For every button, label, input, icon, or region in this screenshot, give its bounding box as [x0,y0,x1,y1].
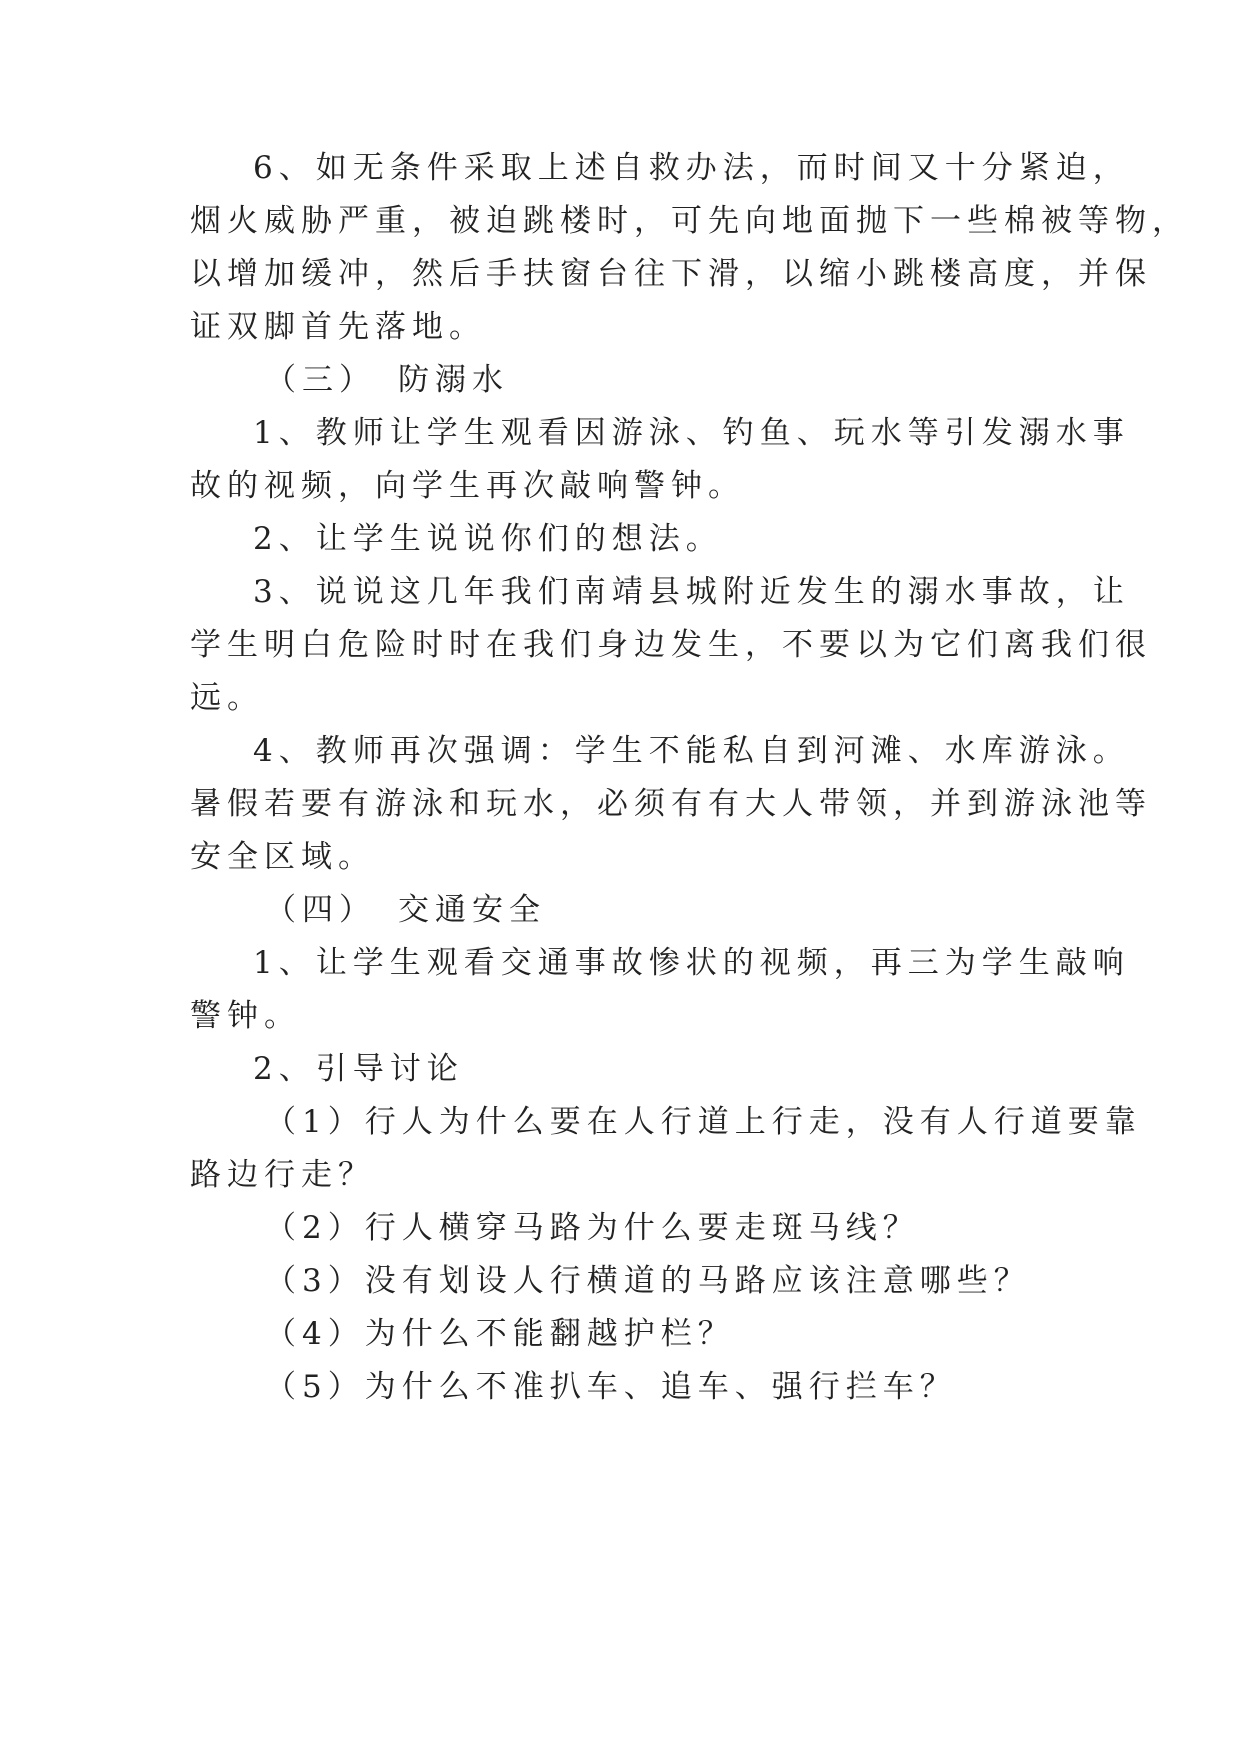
section-title: 防溺水 [398,362,509,398]
paragraph-line: 以增加缓冲，然后手扶窗台往下滑，以缩小跳楼高度，并保 [190,256,1152,292]
list-item: （5）为什么不准扒车、追车、强行拦车？ [265,1369,957,1405]
list-item: （3）没有划设人行横道的马路应该注意哪些？ [265,1263,1031,1299]
paragraph-line: 6、如无条件采取上述自救办法，而时间又十分紧迫， [253,150,1130,186]
paragraph-line: 2、引导讨论 [253,1051,464,1087]
paragraph-line: 学生明白危险时时在我们身边发生，不要以为它们离我们很 [190,627,1152,663]
paragraph-line: 警钟。 [190,998,301,1034]
section-heading-drowning [265,360,1145,400]
section-number: （三） [265,362,376,398]
list-item: （2）行人横穿马路为什么要走斑马线？ [265,1210,920,1246]
section-heading-traffic [265,890,1145,930]
paragraph-line: 远。 [190,680,264,716]
paragraph-line: 1、让学生观看交通事故惨状的视频，再三为学生敲响 [253,945,1130,981]
paragraph-line: 2、让学生说说你们的想法。 [253,521,723,557]
paragraph-line: 故的视频，向学生再次敲响警钟。 [190,468,745,504]
paragraph-line: 暑假若要有游泳和玩水，必须有有大人带领，并到游泳池等 [190,786,1152,822]
list-item: （4）为什么不能翻越护栏？ [265,1316,735,1352]
paragraph-line: 安全区域。 [190,839,375,875]
section-number: （四） [265,892,376,928]
paragraph-line: 路边行走？ [190,1157,375,1193]
paragraph-line: 4、教师再次强调：学生不能私自到河滩、水库游泳。 [253,733,1130,769]
paragraph-line: 烟火威胁严重，被迫跳楼时，可先向地面抛下一些棉被等物， [190,203,1189,239]
section-title: 交通安全 [398,892,546,928]
paragraph-line: 1、教师让学生观看因游泳、钓鱼、玩水等引发溺水事 [253,415,1130,451]
paragraph-line: 证双脚首先落地。 [190,309,486,345]
paragraph-line: 3、说说这几年我们南靖县城附近发生的溺水事故，让 [253,574,1130,610]
list-item: （1）行人为什么要在人行道上行走，没有人行道要靠 [265,1104,1142,1140]
